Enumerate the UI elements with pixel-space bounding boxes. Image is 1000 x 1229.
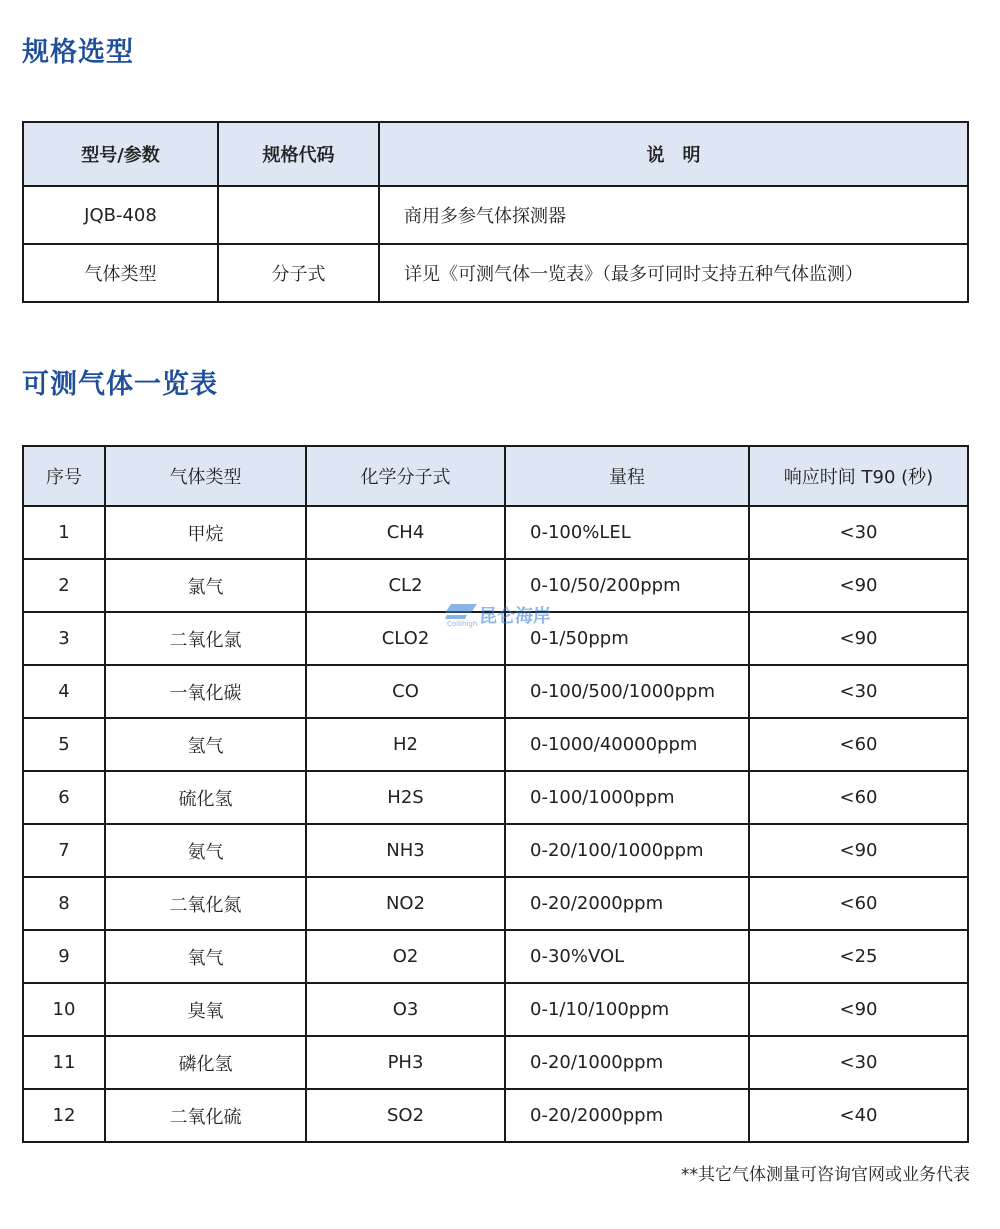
gas-cell-formula: H2 bbox=[306, 718, 505, 771]
gas-cell-formula: O2 bbox=[306, 930, 505, 983]
gas-table-row bbox=[23, 930, 968, 983]
gas-cell-type: 氯气 bbox=[105, 559, 306, 612]
gas-table-row bbox=[23, 506, 968, 559]
gas-cell-index: 1 bbox=[23, 506, 105, 559]
gas-cell-response: <90 bbox=[749, 559, 968, 612]
gas-table-row bbox=[23, 665, 968, 718]
gas-cell-range: 0-30%VOL bbox=[505, 930, 749, 983]
spec-table bbox=[22, 121, 969, 303]
gas-cell-index: 9 bbox=[23, 930, 105, 983]
gas-cell-range: 0-20/2000ppm bbox=[505, 1089, 749, 1142]
gas-cell-range: 0-20/1000ppm bbox=[505, 1036, 749, 1089]
gas-header-row bbox=[23, 446, 968, 506]
gas-cell-formula: NH3 bbox=[306, 824, 505, 877]
gas-cell-response: <60 bbox=[749, 877, 968, 930]
gas-cell-formula: CH4 bbox=[306, 506, 505, 559]
gas-cell-range: 0-100/500/1000ppm bbox=[505, 665, 749, 718]
gas-cell-response: <25 bbox=[749, 930, 968, 983]
gas-cell-range: 0-1/50ppm bbox=[505, 612, 749, 665]
gas-cell-formula: CL2 bbox=[306, 559, 505, 612]
spec-cell-code: 分子式 bbox=[218, 244, 379, 302]
gas-cell-formula: CLO2 bbox=[306, 612, 505, 665]
gas-cell-range: 0-1000/40000ppm bbox=[505, 718, 749, 771]
gas-cell-index: 7 bbox=[23, 824, 105, 877]
gas-header-formula: 化学分子式 bbox=[306, 446, 505, 506]
gas-cell-range: 0-1/10/100ppm bbox=[505, 983, 749, 1036]
spec-header-code: 规格代码 bbox=[218, 122, 379, 186]
gas-cell-index: 2 bbox=[23, 559, 105, 612]
gas-table-row bbox=[23, 1036, 968, 1089]
gas-cell-range: 0-10/50/200ppm bbox=[505, 559, 749, 612]
spec-cell-code bbox=[218, 186, 379, 244]
gas-cell-formula: PH3 bbox=[306, 1036, 505, 1089]
gas-cell-type: 硫化氢 bbox=[105, 771, 306, 824]
gas-header-index: 序号 bbox=[23, 446, 105, 506]
spec-cell-desc: 详见《可测气体一览表》（最多可同时支持五种气体监测） bbox=[379, 244, 968, 302]
spec-header-model: 型号/参数 bbox=[23, 122, 218, 186]
gas-cell-formula: SO2 bbox=[306, 1089, 505, 1142]
gas-table-row bbox=[23, 877, 968, 930]
gas-cell-type: 一氧化碳 bbox=[105, 665, 306, 718]
gas-table-row bbox=[23, 718, 968, 771]
gas-cell-index: 10 bbox=[23, 983, 105, 1036]
gas-cell-response: <90 bbox=[749, 983, 968, 1036]
kunlun-logo-icon bbox=[445, 604, 477, 620]
gas-cell-type: 二氧化硫 bbox=[105, 1089, 306, 1142]
gas-cell-formula: O3 bbox=[306, 983, 505, 1036]
gas-cell-response: <90 bbox=[749, 824, 968, 877]
gas-cell-index: 5 bbox=[23, 718, 105, 771]
gas-cell-index: 3 bbox=[23, 612, 105, 665]
spec-header-desc: 说 明 bbox=[379, 122, 968, 186]
gas-section-title: 可测气体一览表 bbox=[22, 369, 218, 400]
watermark bbox=[445, 602, 560, 628]
gas-cell-index: 11 bbox=[23, 1036, 105, 1089]
gas-cell-formula: H2S bbox=[306, 771, 505, 824]
gas-cell-type: 二氧化氮 bbox=[105, 877, 306, 930]
gas-cell-range: 0-20/100/1000ppm bbox=[505, 824, 749, 877]
gas-cell-response: <30 bbox=[749, 665, 968, 718]
gas-cell-index: 4 bbox=[23, 665, 105, 718]
gas-cell-formula: CO bbox=[306, 665, 505, 718]
gas-cell-response: <60 bbox=[749, 771, 968, 824]
gas-cell-type: 氧气 bbox=[105, 930, 306, 983]
gas-cell-formula: NO2 bbox=[306, 877, 505, 930]
gas-cell-index: 6 bbox=[23, 771, 105, 824]
gas-cell-response: <30 bbox=[749, 506, 968, 559]
gas-cell-range: 0-100%LEL bbox=[505, 506, 749, 559]
spec-row bbox=[23, 244, 968, 302]
watermark-subtext: Collihigh bbox=[447, 620, 478, 628]
gas-cell-type: 氢气 bbox=[105, 718, 306, 771]
gas-cell-response: <30 bbox=[749, 1036, 968, 1089]
gas-cell-index: 8 bbox=[23, 877, 105, 930]
gas-cell-type: 氨气 bbox=[105, 824, 306, 877]
spec-cell-desc: 商用多参气体探测器 bbox=[379, 186, 968, 244]
gas-header-response: 响应时间 T90 (秒) bbox=[749, 446, 968, 506]
gas-cell-type: 二氧化氯 bbox=[105, 612, 306, 665]
spec-row bbox=[23, 186, 968, 244]
gas-table-row bbox=[23, 824, 968, 877]
footnote: **其它气体测量可咨询官网或业务代表 bbox=[681, 1165, 970, 1185]
gas-header-type: 气体类型 bbox=[105, 446, 306, 506]
gas-cell-response: <60 bbox=[749, 718, 968, 771]
gas-cell-index: 12 bbox=[23, 1089, 105, 1142]
watermark-text: 昆仑海岸 bbox=[479, 606, 551, 627]
gas-cell-type: 臭氧 bbox=[105, 983, 306, 1036]
gas-cell-type: 磷化氢 bbox=[105, 1036, 306, 1089]
gas-table-row bbox=[23, 983, 968, 1036]
spec-cell-model: 气体类型 bbox=[23, 244, 218, 302]
gas-cell-type: 甲烷 bbox=[105, 506, 306, 559]
gas-header-range: 量程 bbox=[505, 446, 749, 506]
gas-cell-range: 0-20/2000ppm bbox=[505, 877, 749, 930]
spec-header-row bbox=[23, 122, 968, 186]
gas-table bbox=[22, 445, 969, 1143]
gas-table-row bbox=[23, 1089, 968, 1142]
spec-section-title: 规格选型 bbox=[22, 37, 134, 68]
spec-cell-model: JQB-408 bbox=[23, 186, 218, 244]
gas-cell-range: 0-100/1000ppm bbox=[505, 771, 749, 824]
gas-table-row bbox=[23, 771, 968, 824]
gas-cell-response: <40 bbox=[749, 1089, 968, 1142]
gas-cell-response: <90 bbox=[749, 612, 968, 665]
